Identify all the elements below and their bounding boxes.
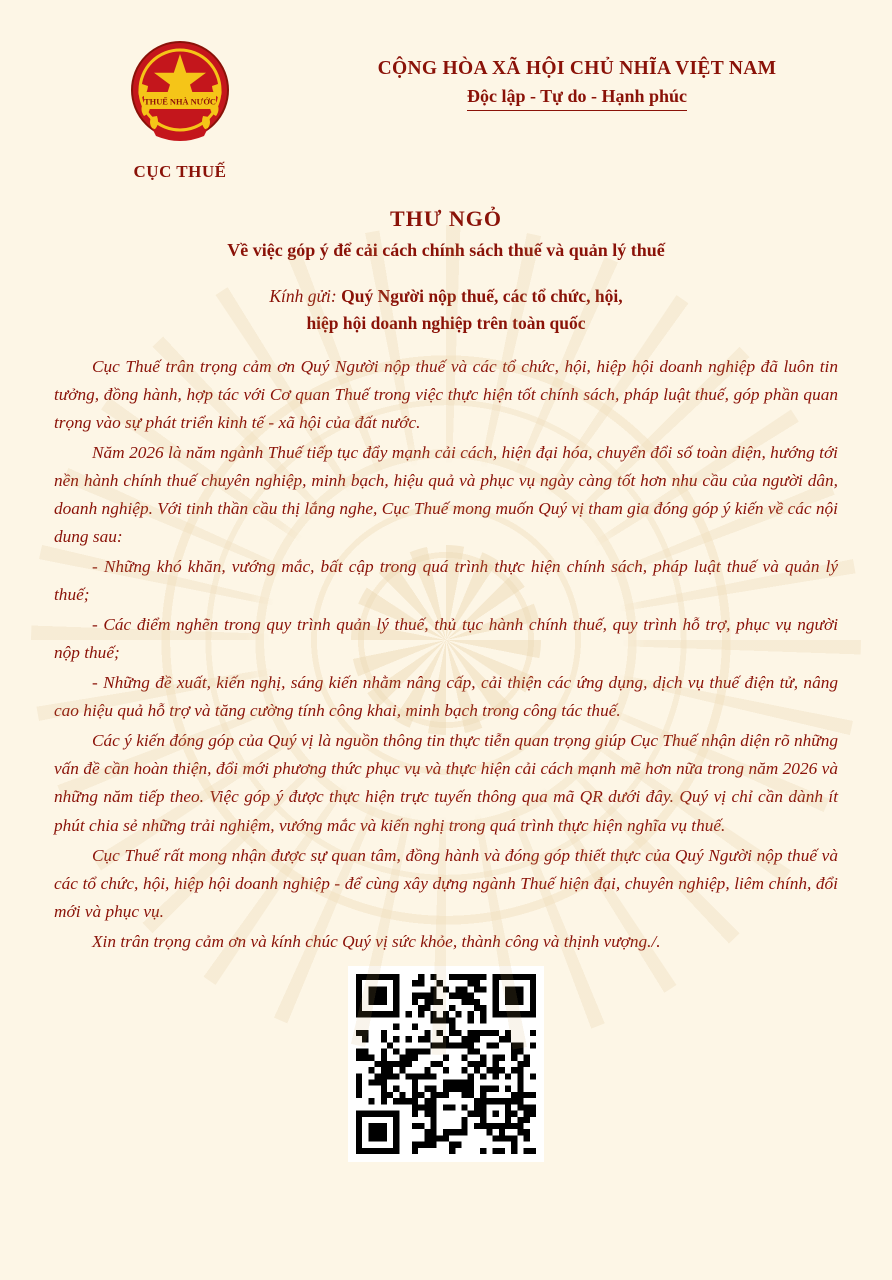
paragraph: Xin trân trọng cảm ơn và kính chúc Quý vị sức khỏe, thành công và thịnh vượng./. bbox=[92, 931, 661, 951]
bullet-paragraph: - Những đề xuất, kiến nghị, sáng kiến nhằm nâng cấp, cải thiện các ứng dụng, dịch vụ thuế điện tử, nâng cao hiệu quả hỗ trợ và tăng cường tính công khai, minh bạch trong công tác thuế. bbox=[54, 673, 838, 721]
page-title: THƯ NGỎ bbox=[390, 206, 502, 231]
paragraph: Các ý kiến đóng góp của Quý vị là nguồn thông tin thực tiễn quan trọng giúp Cục Thuế nhận diện rõ những vấn đề cần hoàn thiện, đổi mới phương thức phục vụ và thực hiện cải cách mạnh mẽ hơn nữa trong năm 2026 và những năm tiếp theo. Việc góp ý được thực hiện trực tuyến thông qua mã QR dưới đây. Quý vị chỉ cần dành ít phút chia sẻ những trải nghiệm, vướng mắc và kiến nghị trong quá trình thực hiện nghĩa vụ thuế. bbox=[54, 731, 838, 835]
addressee-lead: Kính gửi: bbox=[269, 286, 337, 306]
document-header bbox=[54, 28, 838, 182]
addressee-block bbox=[54, 283, 838, 337]
paragraph: Năm 2026 là năm ngành Thuế tiếp tục đẩy mạnh cải cách, hiện đại hóa, chuyển đổi số toàn diện, hướng tới nền hành chính thuế chuyên nghiệp, minh bạch, hiệu quả và phục vụ ngày càng tốt hơn nhu cầu của người dân, doanh nghiệp. Với tinh thần cầu thị lắng nghe, Cục Thuế mong muốn Quý vị tham gia đóng góp ý kiến về các nội dung sau: bbox=[54, 443, 838, 547]
issuer-name: CỤC THUẾ bbox=[133, 162, 227, 181]
issuer-block bbox=[54, 28, 306, 182]
letter-body bbox=[54, 353, 838, 955]
addressee-recipients: Quý Người nộp thuế, các tổ chức, hội, bbox=[341, 286, 623, 306]
page-subtitle: Về việc góp ý để cải cách chính sách thuế và quản lý thuế bbox=[227, 240, 665, 260]
country-name: CỘNG HÒA XÃ HỘI CHỦ NHĨA VIỆT NAM bbox=[377, 58, 777, 79]
bullet-paragraph: - Các điểm nghẽn trong quy trình quản lý thuế, thủ tục hành chính thuế, quy trình hỗ trợ, phục vụ người nộp thuế; bbox=[54, 615, 838, 663]
bullet-paragraph: - Những khó khăn, vướng mắc, bất cập trong quá trình thực hiện chính sách, pháp luật thuế và quản lý thuế; bbox=[54, 557, 838, 605]
national-motto: Độc lập - Tự do - Hạnh phúc bbox=[467, 86, 687, 111]
qr-code-icon[interactable] bbox=[348, 966, 544, 1162]
title-block bbox=[54, 206, 838, 261]
paragraph: Cục Thuế trân trọng cảm ơn Quý Người nộp thuế và các tổ chức, hội, hiệp hội doanh nghiệp đã luôn tin tưởng, đồng hành, hợp tác với Cơ quan Thuế trong việc thực hiện tốt chính sách, pháp luật thuế, góp phần quan trọng vào sự phát triển kinh tế - xã hội của đất nước. bbox=[54, 357, 838, 433]
qr-section bbox=[54, 966, 838, 1162]
addressee-recipients-line2: hiệp hội doanh nghiệp trên toàn quốc bbox=[306, 313, 586, 334]
vietnam-tax-department-emblem-icon bbox=[118, 32, 242, 156]
emblem-banner-text: THUẾ NHÀ NƯỚC bbox=[144, 97, 216, 107]
paragraph: Cục Thuế rất mong nhận được sự quan tâm, đồng hành và đóng góp thiết thực của Quý Người nộp thuế và các tổ chức, hội, hiệp hội doanh nghiệp - để cùng xây dựng ngành Thuế hiện đại, chuyên nghiệp, liêm chính, đổi mới và phục vụ. bbox=[54, 845, 838, 921]
national-heading bbox=[316, 28, 838, 111]
